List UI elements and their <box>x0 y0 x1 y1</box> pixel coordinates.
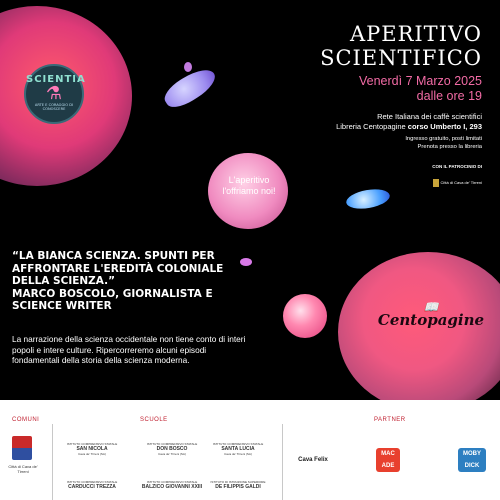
school-item: ISTITUTO COMPRENSIVO STATALE CARDUCCI TREZZA <box>66 480 118 490</box>
event-venue <box>320 122 482 132</box>
partner-heading: PARTNER <box>374 417 406 423</box>
talk-title <box>12 250 252 313</box>
scientia-logo-name: SCIENTIA <box>26 74 86 85</box>
event-date: Venerdì 7 Marzo 2025 <box>359 74 482 88</box>
sponsor-footer <box>0 400 500 500</box>
scientia-logo-subtitle: ARTE E CORAGGIO DI CONOSCERE <box>34 103 74 111</box>
centopagine-name: Centopagine <box>377 311 485 329</box>
pink-planet-small <box>283 294 327 338</box>
comune-name: Città di Cava de' Tirreni <box>8 464 38 474</box>
venue-name: Libreria Centopagine <box>336 122 406 131</box>
divider <box>52 424 53 500</box>
event-header <box>320 22 482 151</box>
aperitivo-line2: l'offriamo noi! <box>222 186 276 196</box>
partner-logo: Cava Felix <box>298 450 328 470</box>
partner-logo: MOBY DICK <box>458 448 486 472</box>
book-icon: 📖 <box>423 300 439 314</box>
partner-logo: MAC ADE <box>376 448 400 472</box>
talk-description: La narrazione della scienza occidentale non tiene conto di interi popoli e intere culture. Ripercorreremo alcuni episodi fondamentali della storia della scienza moderna. <box>12 334 246 365</box>
comune-crest-icon <box>12 436 32 460</box>
venue-address: corso Umberto I, 293 <box>407 122 482 131</box>
school-item: ISTITUTO COMPRENSIVO STATALE DON BOSCO Cava de' Tirreni (SA) <box>146 442 198 456</box>
talk-speaker: MARCO BOSCOLO, GIORNALISTA E SCIENCE WRITER <box>12 287 213 312</box>
blue-blob <box>345 186 391 211</box>
flask-icon: ⚗ <box>45 83 63 104</box>
scientia-logo <box>24 64 84 124</box>
purple-speck <box>184 62 192 72</box>
scuole-heading: SCUOLE <box>140 417 168 423</box>
event-title-line2: SCIENTIFICO <box>320 46 482 70</box>
comuni-heading: COMUNI <box>12 417 40 423</box>
centopagine-logo <box>366 300 496 329</box>
city-crest-icon <box>433 179 439 187</box>
talk-title-text: “LA BIANCA SCIENZA. SPUNTI PER AFFRONTARE L'EREDITÀ COLONIALE DELLA SCIENZA.” <box>12 250 224 287</box>
aperitivo-note <box>204 175 294 197</box>
event-network: Rete Italiana dei caffè scientifici <box>377 112 482 121</box>
patronage-label: CON IL PATROCINIO DI <box>432 164 482 169</box>
booking-note: Prenota presso la libreria <box>417 143 482 150</box>
patronage-city-logo <box>433 179 482 187</box>
divider <box>282 424 283 500</box>
aperitivo-line1: L'aperitivo <box>228 175 270 185</box>
patronage <box>432 164 482 188</box>
school-item: ISTITUTO DI ISTRUZIONE SUPERIORE DE FILIPPIS GALDI <box>210 480 266 490</box>
school-item: ISTITUTO COMPRENSIVO STATALE BALZICO GIOVANNI XXIII <box>141 480 203 490</box>
patronage-city-name: Città di Cava de' Tirreni <box>440 180 482 185</box>
event-time: dalle ore 19 <box>416 89 482 103</box>
school-item: ISTITUTO COMPRENSIVO STATALE SAN NICOLA Cava de' Tirreni (SA) <box>66 442 118 456</box>
entry-note: Ingresso gratuito, posti limitati <box>405 136 482 142</box>
event-title-line1: APERITIVO <box>349 22 482 46</box>
school-item: ISTITUTO COMPRENSIVO STATALE SANTA LUCIA Cava de' Tirreni (SA) <box>212 442 264 456</box>
